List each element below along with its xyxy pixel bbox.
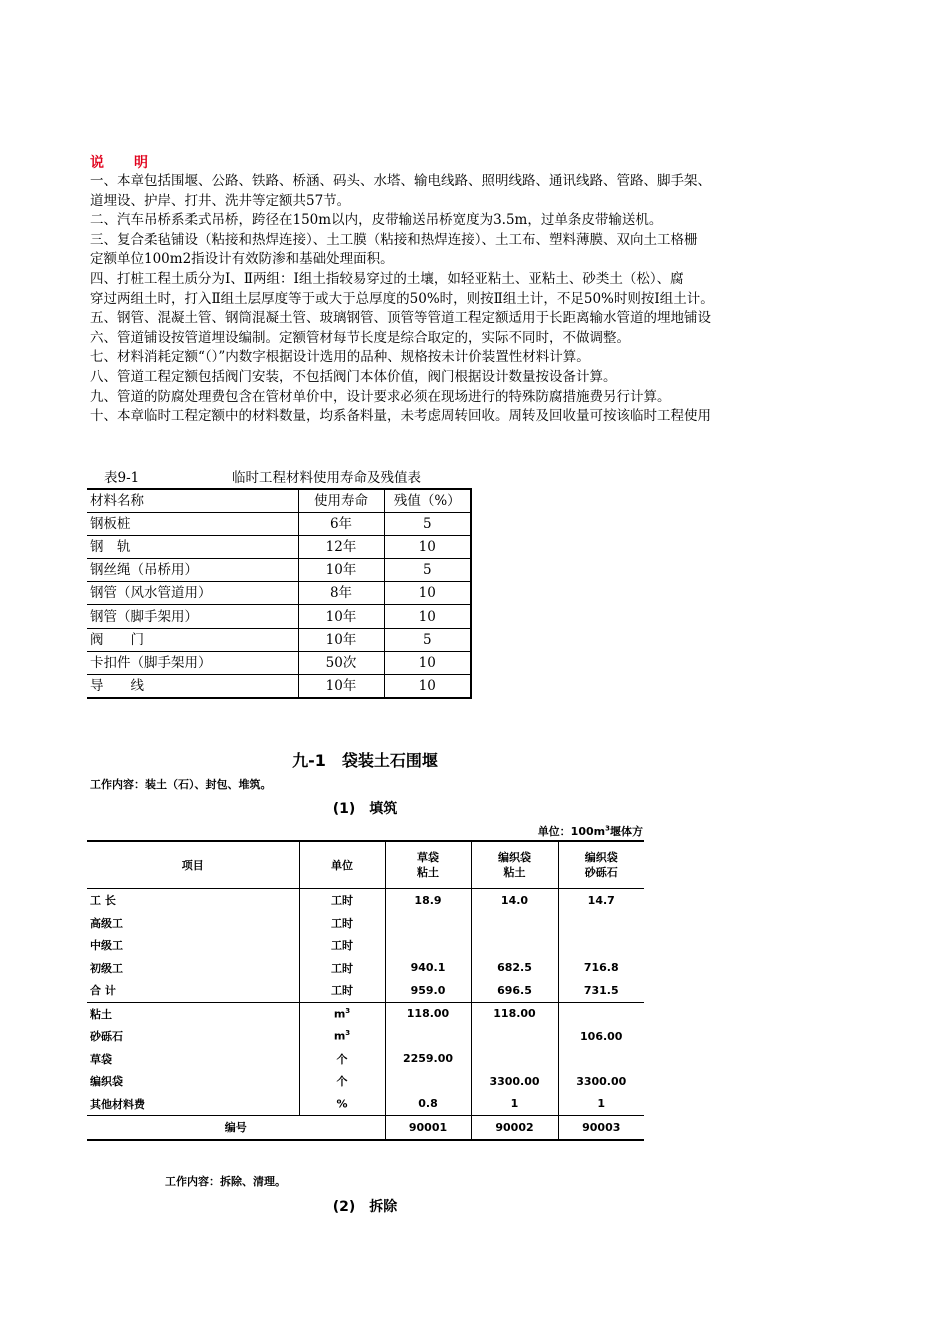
cell: 钢 轨	[87, 536, 298, 559]
unit-label: 单位：$100m^3$堰体方	[537, 824, 643, 838]
cell	[385, 934, 471, 957]
subsection-title: (1) 填筑	[332, 801, 398, 817]
table-row	[87, 912, 644, 935]
cell	[558, 934, 644, 957]
cell	[558, 912, 644, 935]
cell: 个	[299, 1048, 385, 1071]
cell: 118.00	[471, 1002, 558, 1025]
note-line: 五、钢管、混凝土管、钢筒混凝土管、玻璃钢管、顶管等管道工程定额适用于长距离输水管道的埋地铺设	[90, 310, 711, 327]
cell: 5	[384, 628, 471, 651]
table-row	[87, 674, 471, 698]
note-line: 一、本章包括围堰、公路、铁路、桥涵、码头、水塔、输电线路、照明线路、通讯线路、管路、脚手架、	[90, 173, 711, 189]
cell: 10	[384, 605, 471, 628]
work-content-2: 工作内容：拆除、清理。	[165, 1175, 286, 1188]
work-content: 工作内容：装土（石）、封包、堆筑。	[90, 778, 272, 791]
table1-title: 临时工程材料使用寿命及残值表	[232, 470, 421, 486]
table-row	[87, 1048, 644, 1071]
note-line: 七、材料消耗定额“（）”内数字根据设计选用的品种、规格按未计价装置性材料计算。	[90, 349, 590, 366]
table-row	[87, 889, 644, 912]
table-row	[87, 605, 471, 628]
cell: 1	[558, 1093, 644, 1116]
cell: 钢丝绳（吊桥用）	[87, 559, 298, 582]
header-cell: 残值（%）	[384, 489, 471, 513]
cell: 716.8	[558, 957, 644, 980]
table-row	[87, 979, 644, 1002]
cell: 6年	[298, 513, 384, 536]
cell: 卡扣件（脚手架用）	[87, 651, 298, 674]
header-col2: 编织袋 粘土	[471, 841, 558, 889]
cell	[385, 912, 471, 935]
table-row	[87, 1093, 644, 1116]
table-row	[87, 957, 644, 980]
cell: 14.0	[471, 889, 558, 912]
cell	[471, 1025, 558, 1048]
subsection-title-2: (2) 拆除	[332, 1199, 398, 1215]
cell: 1	[471, 1093, 558, 1116]
cell: 编织袋	[90, 1075, 123, 1089]
note-line: 十、本章临时工程定额中的材料数量，均系备料量，未考虑周转回收。周转及回收量可按该临时工程使用	[90, 408, 711, 425]
cell: 工时	[299, 934, 385, 957]
cell: 钢管（脚手架用）	[87, 605, 298, 628]
cell: 工时	[299, 979, 385, 1002]
note-line: 六、管道铺设按管道埋设编制。定额管材每节长度是综合取定的，实际不同时，不做调整。	[90, 329, 630, 346]
cell: 合 计	[87, 979, 299, 1002]
cell: 导 线	[87, 674, 298, 698]
cell: 初级工	[90, 961, 123, 975]
cell: 3300.00	[471, 1070, 558, 1093]
code-cell: 90003	[558, 1116, 644, 1140]
note-line: 四、打桩工程土质分为Ⅰ、Ⅱ两组：Ⅰ组土指较易穿过的土壤，如轻亚粘土、亚粘土、砂类土（松）、腐	[90, 270, 684, 287]
notes-title: 说 明	[90, 155, 148, 171]
note-line: 定额单位100m2指设计有效防渗和基础处理面积。	[90, 251, 394, 268]
cell: 5	[384, 559, 471, 582]
cell: 高级工	[90, 916, 123, 930]
cell: 959.0	[385, 979, 471, 1002]
code-cell: 90002	[471, 1116, 558, 1140]
note-line: 穿过两组土时，打入Ⅱ组土层厚度等于或大于总厚度的50%时，则按Ⅱ组土计，不足50%时则按Ⅰ组土计。	[90, 290, 714, 307]
table-row	[87, 536, 471, 559]
cell: 118.00	[385, 1002, 471, 1025]
table-row	[87, 628, 471, 651]
cell: $m^3$	[299, 1002, 385, 1025]
cell: 940.1	[385, 957, 471, 980]
header-col1: 草袋 粘土	[385, 841, 471, 889]
note-line: 八、管道工程定额包括阀门安装，不包括阀门本体价值，阀门根据设计数量按设备计算。	[90, 368, 617, 385]
cell: 草袋	[90, 1052, 112, 1066]
cell: 106.00	[558, 1025, 644, 1048]
table-row	[87, 934, 644, 957]
cell: 10	[384, 674, 471, 698]
note-line: 二、汽车吊桥系柔式吊桥，跨径在150m以内，皮带输送吊桥宽度为3.5m，过单条皮带输送机。	[90, 212, 663, 229]
cell: 14.7	[558, 889, 644, 912]
table-row	[87, 651, 471, 674]
cell: 工 长	[90, 894, 116, 908]
table-row	[87, 582, 471, 605]
cell: 10年	[298, 674, 384, 698]
cell	[471, 934, 558, 957]
code-row	[87, 1116, 644, 1140]
cell	[385, 1025, 471, 1048]
header-col3: 编织袋 砂砾石	[558, 841, 644, 889]
cell	[385, 1070, 471, 1093]
cell: 砂砾石	[90, 1030, 123, 1044]
cell: 5	[384, 513, 471, 536]
note-line: 三、复合柔毡铺设（粘接和热焊连接）、土工膜（粘接和热焊连接）、土工布、塑料薄膜、双向土工格栅	[90, 231, 698, 248]
table-row	[87, 513, 471, 536]
table1-number: 表9-1	[104, 470, 140, 486]
cell: 10年	[298, 628, 384, 651]
material-life-table	[87, 488, 472, 699]
section-title: 九-1 袋装土石围堰	[292, 751, 438, 770]
cell: 阀 门	[87, 628, 298, 651]
table-row	[87, 1025, 644, 1048]
cell: 钢管（风水管道用）	[87, 582, 298, 605]
table-row	[87, 1002, 644, 1025]
table-header-row	[87, 841, 644, 889]
cell: 12年	[298, 536, 384, 559]
header-item: 项目	[87, 841, 299, 889]
table-header-row	[87, 489, 471, 513]
cell: 10	[384, 582, 471, 605]
cell: $m^3$	[299, 1025, 385, 1048]
cell: 中级工	[90, 939, 123, 953]
cell	[471, 912, 558, 935]
notes-body	[90, 172, 820, 427]
cell: 682.5	[471, 957, 558, 980]
cell: 粘土	[90, 1007, 112, 1021]
quota-table	[87, 840, 644, 1141]
note-line: 道埋设、护岸、打井、洗井等定额共57节。	[90, 192, 351, 209]
cell: %	[299, 1093, 385, 1116]
cell	[558, 1048, 644, 1071]
code-cell: 90001	[385, 1116, 471, 1140]
cell: 个	[299, 1070, 385, 1093]
cell: 731.5	[558, 979, 644, 1002]
cell: 其他材料费	[90, 1097, 145, 1111]
cell: 工时	[299, 889, 385, 912]
cell: 10	[384, 536, 471, 559]
cell: 工时	[299, 957, 385, 980]
cell: 18.9	[385, 889, 471, 912]
table-row	[87, 559, 471, 582]
cell: 2259.00	[385, 1048, 471, 1071]
cell	[558, 1002, 644, 1025]
cell: 10年	[298, 605, 384, 628]
cell: 10年	[298, 559, 384, 582]
cell: 10	[384, 651, 471, 674]
code-label: 编号	[87, 1116, 385, 1140]
cell: 工时	[299, 912, 385, 935]
cell: 0.8	[385, 1093, 471, 1116]
cell: 8年	[298, 582, 384, 605]
cell: 钢板桩	[87, 513, 298, 536]
note-line: 九、管道的防腐处理费包含在管材单价中，设计要求必须在现场进行的特殊防腐措施费另行计算。	[90, 388, 671, 405]
table-row	[87, 1070, 644, 1093]
cell: 3300.00	[558, 1070, 644, 1093]
cell	[471, 1048, 558, 1071]
header-unit: 单位	[299, 841, 385, 889]
header-cell: 材料名称	[87, 489, 298, 513]
header-cell: 使用寿命	[298, 489, 384, 513]
cell: 696.5	[471, 979, 558, 1002]
cell: 50次	[298, 651, 384, 674]
